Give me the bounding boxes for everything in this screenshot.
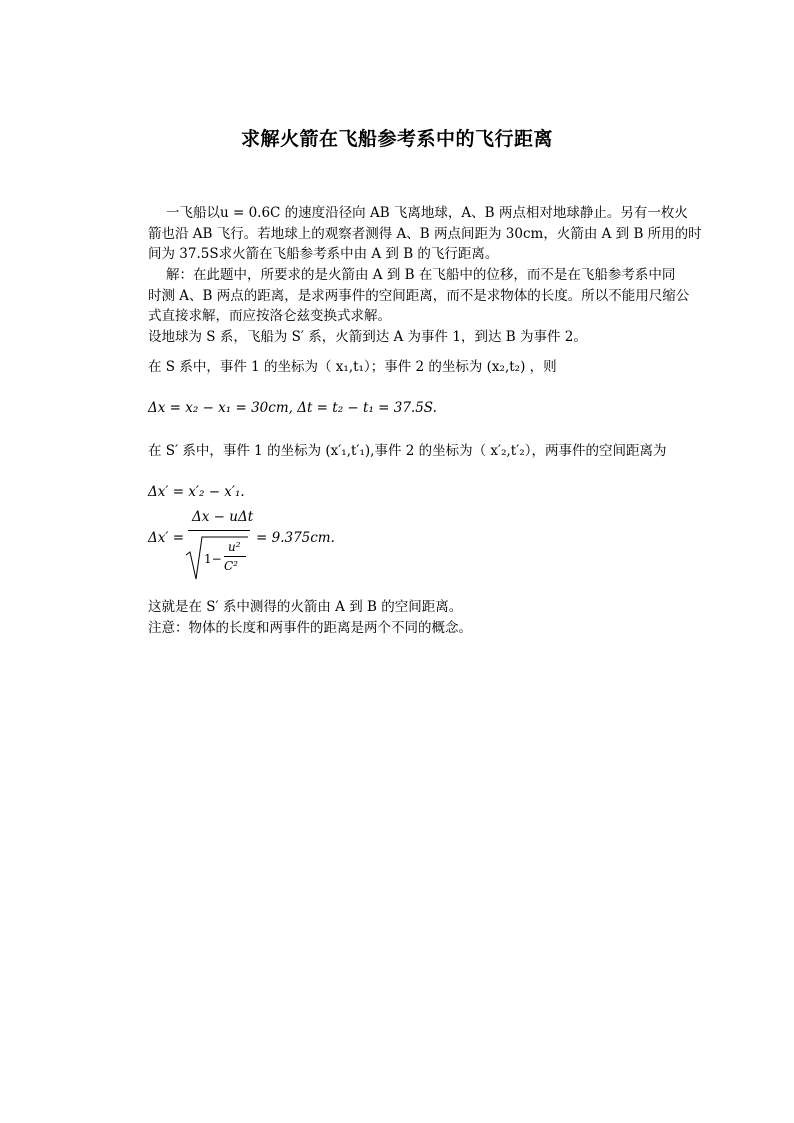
s-frame-coordinates: 在 S 系中，事件 1 的坐标为（ x₁,t₁）；事件 2 的坐标为 (x₂,t₂) ，则 <box>148 359 557 375</box>
eq-lhs: Δx′ = <box>148 530 185 546</box>
fraction-bar <box>188 530 250 531</box>
problem-line-2: 箭也沿 AB 飞行。若地球上的观察者测得 A、B 两点间距为 30cm，火箭由 A 到 B 所用的时 <box>148 226 702 242</box>
frame-definition: 设地球为 S 系，飞船为 S′ 系，火箭到达 A 为事件 1，到达 B 为事件 2。 <box>148 329 587 345</box>
equation-lorentz <box>148 505 388 585</box>
equation-delta-s: Δx = x₂ − x₁ = 30cm, Δt = t₂ − t₁ = 37.5S. <box>148 400 437 416</box>
conclusion-line: 这就是在 S′ 系中测得的火箭由 A 到 B 的空间距离。 <box>148 599 463 615</box>
equation-delta-x-prime: Δx′ = x′₂ − x′₁. <box>148 484 245 500</box>
solution-line-2: 时测 A、B 两点的距离，是求两事件的空间距离，而不是求物体的长度。所以不能用尺缩公 <box>148 288 690 304</box>
problem-line-3: 间为 37.5S求火箭在飞船参考系中由 A 到 B 的飞行距离。 <box>148 246 499 262</box>
problem-line-1: 一飞船以u = 0.6C 的速度沿径向 AB 飞离地球，A、B 两点相对地球静止。另有一枚火 <box>166 205 688 221</box>
eq-c2: C² <box>224 559 238 573</box>
s-prime-frame-coordinates: 在 S′ 系中，事件 1 的坐标为 (x′₁,t′₁),事件 2 的坐标为（ x′₂,t′₂），两事件的空间距离为 <box>148 443 667 459</box>
solution-line-1: 解：在此题中，所要求的是火箭由 A 到 B 在飞船中的位移，而不是在飞船参考系中同 <box>166 267 676 283</box>
eq-rhs: = 9.375cm. <box>256 530 335 546</box>
eq-one-minus: 1− <box>204 552 222 566</box>
inner-fraction-bar <box>224 556 246 557</box>
page-title: 求解火箭在飞船参考系中的飞行距离 <box>240 128 553 150</box>
solution-line-3: 式直接求解，而应按洛仑兹变换式求解。 <box>148 308 391 324</box>
eq-u2: u² <box>228 540 241 554</box>
note-line: 注意：物体的长度和两事件的距离是两个不同的概念。 <box>148 620 472 636</box>
eq-numerator: Δx − uΔt <box>192 509 254 525</box>
